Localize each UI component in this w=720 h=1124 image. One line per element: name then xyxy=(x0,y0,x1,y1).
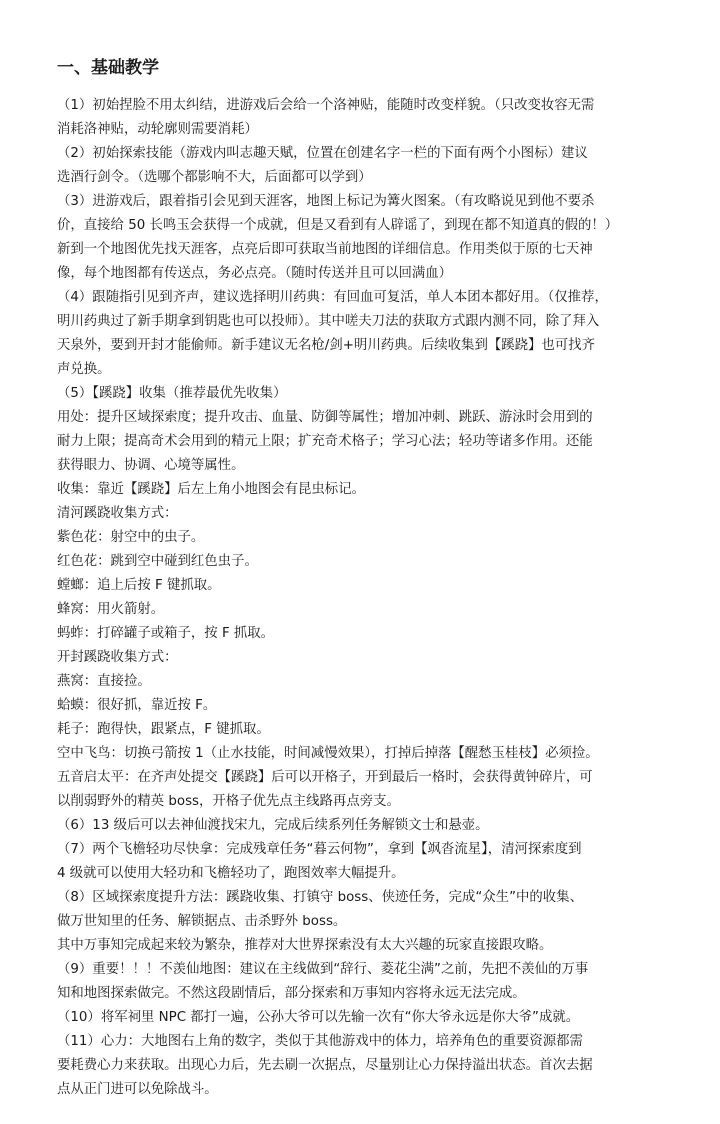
text-line: 空中飞鸟：切换弓箭按 1（止水技能，时间减慢效果），打掉后掉落【醒愁玉桂枝】必须捡。 xyxy=(57,746,599,761)
text-line: 声兑换。 xyxy=(57,362,111,377)
text-line: 价，直接给 50 长鸣玉会获得一个成就，但是又看到有人辟谣了，到现在都不知道真的假的！） xyxy=(57,218,619,233)
text-line: 天泉外，要到开封才能偷师。新手建议无名枪/剑+明川药典。后续收集到【蹊跷】也可找齐 xyxy=(57,338,595,353)
text-line: 蜂窝：用火箭射。 xyxy=(57,602,165,617)
text-line: （11）心力：大地图右上角的数字，类似于其他游戏中的体力，培养角色的重要资源都需 xyxy=(57,1034,583,1049)
text-line: 耐力上限；提高奇术会用到的精元上限；扩充奇术格子；学习心法；轻功等诸多作用。还能 xyxy=(57,434,593,449)
text-line: （10）将军祠里 NPC 都打一遍，公孙大爷可以先输一次有“你大爷永远是你大爷”成就。 xyxy=(57,1010,580,1025)
text-line: 点从正门进可以免除战斗。 xyxy=(57,1082,218,1097)
text-line: 清河蹊跷收集方式： xyxy=(57,506,178,521)
section-heading: 一、基础教学 xyxy=(57,58,159,78)
text-line: 蛤蟆：很好抓，靠近按 F。 xyxy=(57,698,217,713)
text-line: 知和地图探索做完。不然这段剧情后，部分探索和万事知内容将永远无法完成。 xyxy=(57,986,526,1001)
text-line: 红色花：跳到空中碰到红色虫子。 xyxy=(57,554,258,569)
text-line: （3）进游戏后，跟着指引会见到天涯客，地图上标记为篝火图案。（有攻略说见到他不要杀 xyxy=(57,194,595,209)
text-line: 其中万事知完成起来较为繁杂，推荐对大世界探索没有太大兴趣的玩家直接跟攻略。 xyxy=(57,938,553,953)
text-line: （6）13 级后可以去神仙渡找宋九，完成后续系列任务解锁文士和悬壶。 xyxy=(57,818,489,833)
text-line: 获得眼力、协调、心境等属性。 xyxy=(57,458,245,473)
text-line: （4）跟随指引见到齐声，建议选择明川药典：有回血可复活，单人本团本都好用。（仅推荐， xyxy=(57,290,608,305)
text-line: 耗子：跑得快，跟紧点，F 键抓取。 xyxy=(57,722,270,737)
text-line: （7）两个飞檐轻功尽快拿：完成残章任务“暮云何物”，拿到【飒沓流星】，清河探索度到 xyxy=(57,842,582,857)
text-line: （5）【蹊跷】收集（推荐最优先收集） xyxy=(57,386,287,401)
text-line: （8）区域探索度提升方法：蹊跷收集、打镇守 boss、侠迹任务，完成“众生”中的收集、 xyxy=(57,890,583,905)
text-line: 明川药典过了新手期拿到钥匙也可以投师）。其中嗟夫刀法的获取方式跟内测不同，除了拜入 xyxy=(57,314,600,329)
text-line: 蚂蚱：打碎罐子或箱子，按 F 抓取。 xyxy=(57,626,275,641)
text-line: 新到一个地图优先找天涯客，点亮后即可获取当前地图的详细信息。作用类似于原的七天神 xyxy=(57,242,593,257)
text-line: 开封蹊跷收集方式： xyxy=(57,650,178,665)
text-line: 收集：靠近【蹊跷】后左上角小地图会有昆虫标记。 xyxy=(57,482,365,497)
text-line: 螳螂：追上后按 F 键抓取。 xyxy=(57,578,221,593)
text-line: 选酒行剑令。（选哪个都影响不大，后面都可以学到） xyxy=(57,170,372,185)
text-line: 用处：提升区域探索度；提升攻击、血量、防御等属性；增加冲刺、跳跃、游泳时会用到的 xyxy=(57,410,593,425)
text-line: 五音启太平：在齐声处提交【蹊跷】后可以开格子，开到最后一格时，会获得黄钟碎片，可 xyxy=(57,770,593,785)
text-line: 消耗洛神贴，动轮廓则需要消耗） xyxy=(57,122,258,137)
text-line: （9）重要！！！不羡仙地图：建议在主线做到“辞行、菱花尘满”之前，先把不羡仙的万事 xyxy=(57,962,589,977)
text-line: 像，每个地图都有传送点，务必点亮。（随时传送并且可以回满血） xyxy=(57,266,453,281)
text-line: 以削弱野外的精英 boss，开格子优先点主线路再点旁支。 xyxy=(57,794,400,809)
text-line: 燕窝：直接捡。 xyxy=(57,674,151,689)
text-line: 要耗费心力来获取。出现心力后，先去刷一次据点，尽量别让心力保持溢出状态。首次去据 xyxy=(57,1058,593,1073)
text-line: 4 级就可以使用大轻功和飞檐轻功了，跑图效率大幅提升。 xyxy=(57,866,405,881)
tutorial-content xyxy=(57,94,682,1102)
text-line: 紫色花：射空中的虫子。 xyxy=(57,530,205,545)
text-line: 做万世知里的任务、解锁据点、击杀野外 boss。 xyxy=(57,914,347,929)
text-line: （2）初始探索技能（游戏内叫志趣天赋，位置在创建名字一栏的下面有两个小图标）建议 xyxy=(57,146,588,161)
text-line: （1）初始捏脸不用太纠结，进游戏后会给一个洛神贴，能随时改变样貌。（只改变妆容无需 xyxy=(57,98,595,113)
